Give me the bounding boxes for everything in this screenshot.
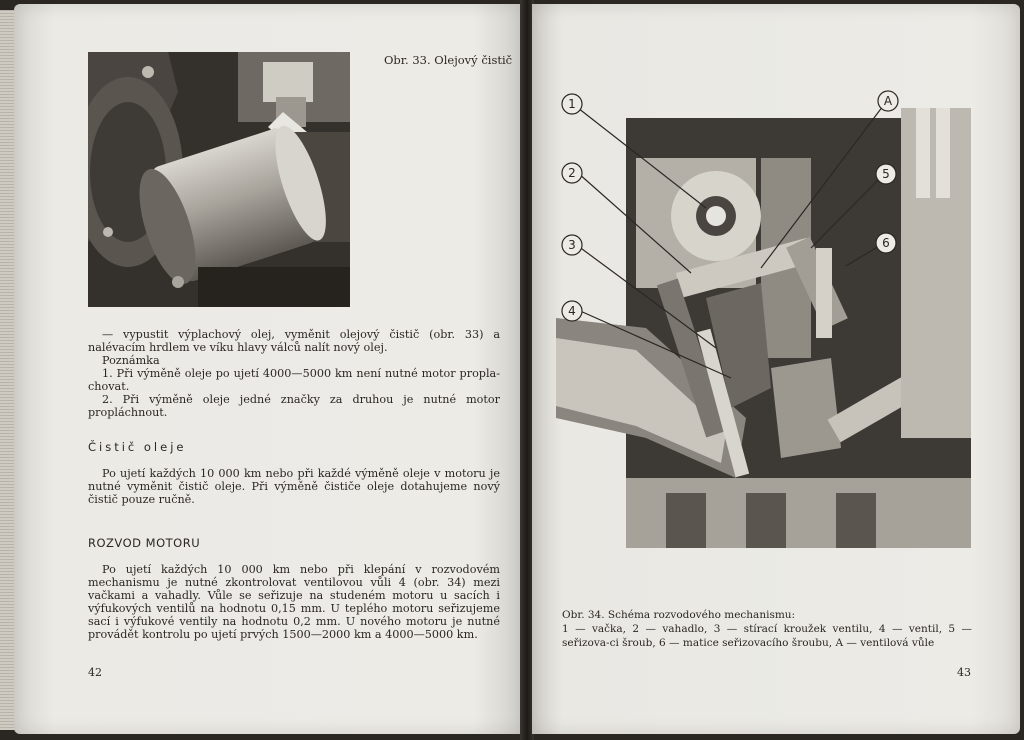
note-2: 2. Při výměně oleje jedné značky za druhou je nutné motor propláchnout. xyxy=(88,393,500,419)
note-title: Poznámka xyxy=(102,354,160,367)
callout-5: 5 xyxy=(882,167,890,181)
oil-filter-photo xyxy=(88,52,350,307)
valve-train-paragraph: Po ujetí každých 10 000 km nebo při klepání v rozvodovém mechanismu je nutné zkontrolovat ventilovou vůli 4 (obr. 34) mezi vačkami a vahadly. Vůle se seřizuje na studeném motoru u sacích i výfukových ventilů na hodnotu 0,15 mm. U teplého motoru seřizujeme sací i výfukové ventily na hodnotu 0,2 mm. U nového motoru je nutné provádět kontrolu po ujetí prvých 1500—2000 km a 4000—5000 km. xyxy=(88,563,500,641)
section-heading-valve-train: ROZVOD MOTORU xyxy=(88,536,201,550)
callout-6: 6 xyxy=(882,236,890,250)
figure-34-caption-legend: 1 — vačka, 2 — vahadlo, 3 — stírací kroužek ventilu, 4 — ventil, 5 — seřizova-ci šroub, 6 — matice seřizovacího šroubu, A — ventilová vůle xyxy=(562,623,972,649)
intro-paragraph xyxy=(88,328,500,419)
section-oil-filter-text xyxy=(88,467,500,506)
callout-a: A xyxy=(883,94,893,108)
section-valve-train-text xyxy=(88,563,500,641)
callout-3: 3 xyxy=(568,238,576,252)
callout-2: 2 xyxy=(568,166,576,180)
figure-34-caption-title: Obr. 34. Schéma rozvodového mechanismu: xyxy=(562,609,796,621)
paragraph-flush-oil: — vypustit výplachový olej, vyměnit olejový čistič (obr. 33) a nalévacím hrdlem ve víku hlavy válců nalít nový olej. xyxy=(88,328,500,354)
callout-1: 1 xyxy=(568,97,576,111)
page-number-right: 43 xyxy=(957,666,971,679)
callout-4: 4 xyxy=(568,304,576,318)
valve-train-diagram xyxy=(556,88,974,548)
page-number-left: 42 xyxy=(88,666,102,679)
figure-34-caption xyxy=(562,608,972,650)
figure-33-caption: Obr. 33. Olejový čistič xyxy=(384,53,513,67)
note-1: 1. Při výměně oleje po ujetí 4000—5000 km není nutné motor propla-chovat. xyxy=(88,367,500,393)
section-heading-oil-filter: Čistič oleje xyxy=(88,440,187,454)
oil-filter-paragraph: Po ujetí každých 10 000 km nebo při každé výměně oleje v motoru je nutné vyměnit čistič oleje. Při výměně čističe oleje dotahujeme nový čistič pouze ručně. xyxy=(88,467,500,506)
